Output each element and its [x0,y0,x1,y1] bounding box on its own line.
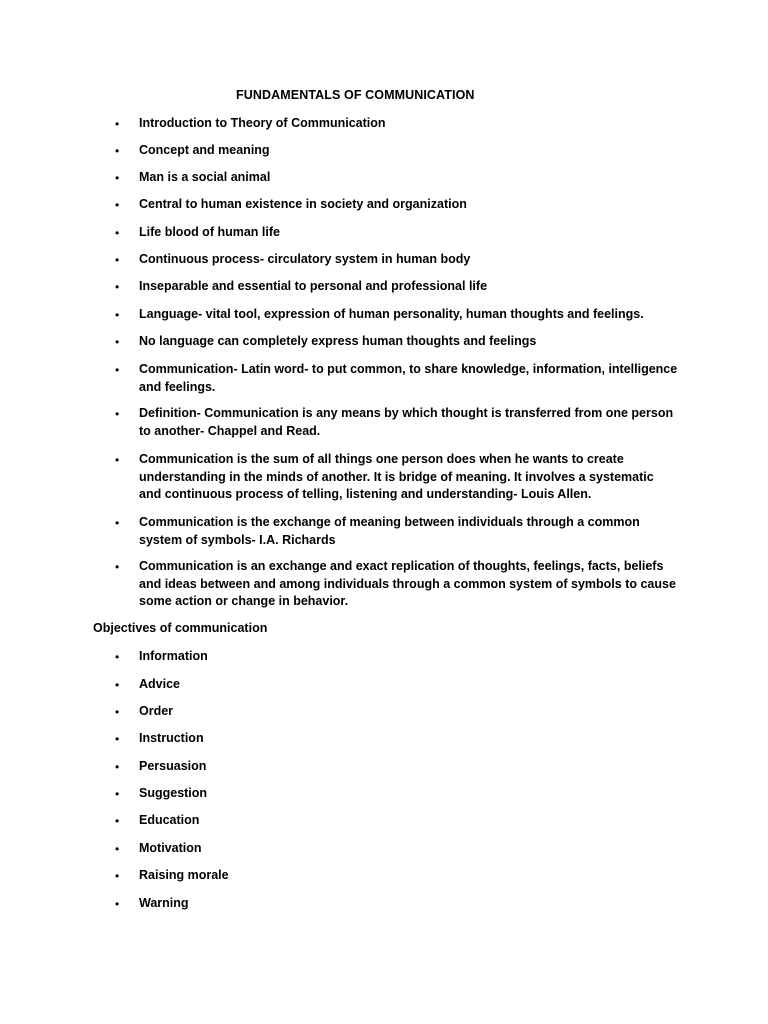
list-item-text: Instruction [139,731,204,745]
list-item-text: Introduction to Theory of Communication [139,116,386,130]
bullet-icon: • [115,144,120,158]
objectives-heading: Objectives of communication [93,621,268,635]
bullet-icon: • [115,897,120,911]
bullet-icon: • [115,226,120,240]
bullet-icon: • [115,407,120,421]
bullet-icon: • [115,869,120,883]
bullet-icon: • [115,732,120,746]
bullet-icon: • [115,814,120,828]
list-item-text: Concept and meaning [139,143,270,157]
list-item-text: Persuasion [139,759,207,773]
bullet-icon: • [115,678,120,692]
bullet-icon: • [115,516,120,530]
list-item-text: Order [139,704,174,718]
list-item-text: Information [139,649,208,663]
list-item-text: Communication is the sum of all things one person does when he wants to create understanding in the minds of another. It is bridge of meaning. It involves a systematic and continuous process of telling, listening and understanding- Louis Allen. [139,452,654,501]
list-item-text: Raising morale [139,868,229,882]
list-item-text: Central to human existence in society and organization [139,197,467,211]
list-item-text: Continuous process- circulatory system in human body [139,252,471,266]
bullet-icon: • [115,253,120,267]
list-item-text: Motivation [139,841,202,855]
list-item-text: Education [139,813,200,827]
bullet-icon: • [115,705,120,719]
list-item-text: Definition- Communication is any means by which thought is transferred from one person to another- Chappel and Read. [139,406,674,438]
list-item-text: Communication is the exchange of meaning between individuals through a common system of symbols- I.A. Richards [139,515,640,547]
list-item-text: Communication is an exchange and exact replication of thoughts, feelings, facts, beliefs and ideas between and among individuals through a common system of symbols to cause some action or change in behavior. [139,559,676,608]
list-item-text: Life blood of human life [139,225,280,239]
bullet-icon: • [115,198,120,212]
bullet-icon: • [115,842,120,856]
bullet-icon: • [115,117,120,131]
bullet-icon: • [115,650,120,664]
list-item-text: Communication- Latin word- to put common, to share knowledge, information, intelligence and feelings. [139,362,678,394]
bullet-icon: • [115,760,120,774]
list-item-text: Language- vital tool, expression of human personality, human thoughts and feelings. [139,307,644,321]
list-item-text: Man is a social animal [139,170,271,184]
bullet-icon: • [115,787,120,801]
list-item-text: No language can completely express human thoughts and feelings [139,334,537,348]
document-title: FUNDAMENTALS OF COMMUNICATION [236,88,475,102]
list-item-text: Warning [139,896,189,910]
bullet-icon: • [115,560,120,574]
bullet-icon: • [115,308,120,322]
bullet-icon: • [115,171,120,185]
bullet-icon: • [115,335,120,349]
list-item-text: Advice [139,677,180,691]
bullet-icon: • [115,453,120,467]
bullet-icon: • [115,280,120,294]
list-item-text: Inseparable and essential to personal and professional life [139,279,488,293]
list-item-text: Suggestion [139,786,208,800]
bullet-icon: • [115,363,120,377]
